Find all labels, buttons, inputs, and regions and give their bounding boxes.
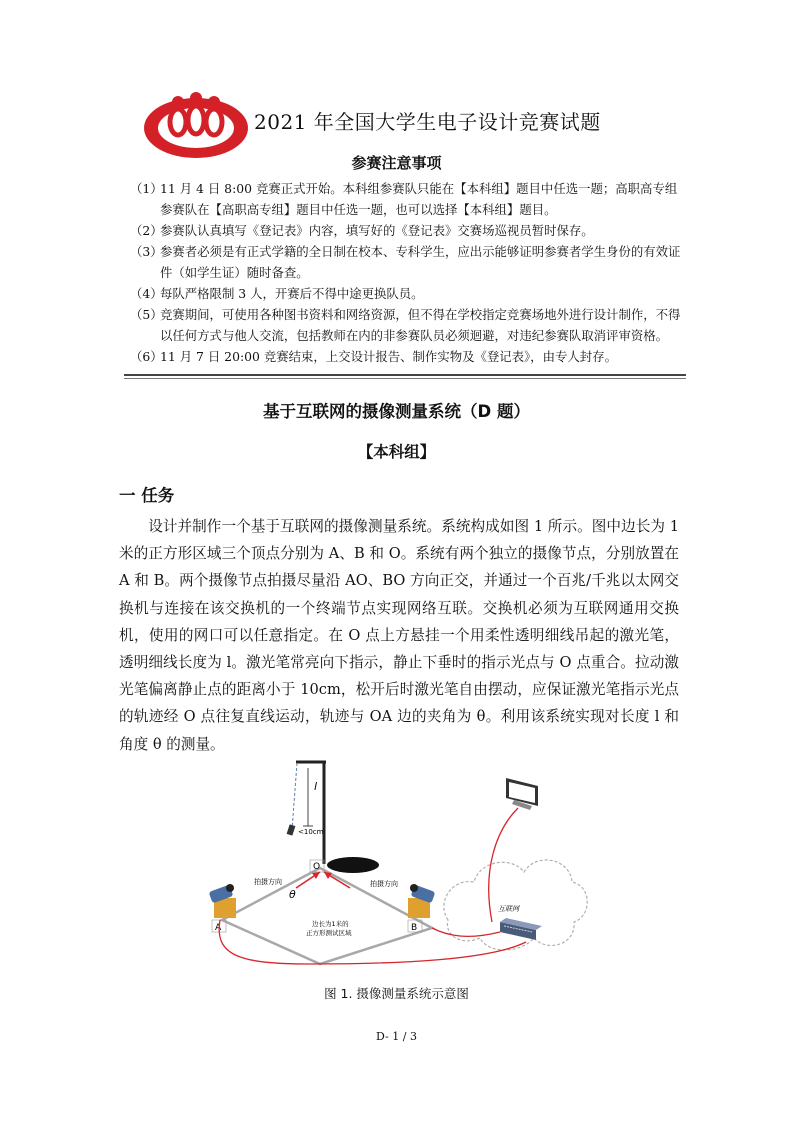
notice-item-text: 参赛者必须是有正式学籍的全日制在校本、专科学生，应出示能够证明参赛者学生身份的有效证件（如学生证）随时备查。 [160, 244, 681, 280]
cable-a [219, 920, 526, 964]
camera-b-icon [408, 884, 435, 918]
page-number: D- 1 / 3 [376, 1030, 417, 1043]
notice-item-number: （5） [130, 307, 163, 322]
pole-base [327, 857, 379, 873]
system-diagram-graphic [200, 760, 600, 975]
label-o: O [313, 862, 321, 872]
label-theta: θ [289, 888, 296, 901]
section-title: 一 任务 [119, 486, 175, 505]
problem-title: 基于互联网的摄像测量系统（D 题） [263, 402, 530, 421]
notice-item-number: （1） [130, 181, 163, 196]
notice-item-text: 11 月 7 日 20:00 竞赛结束，上交设计报告、制作实物及《登记表》，由专人封存。 [160, 349, 617, 364]
notice-item-number: （4） [130, 286, 163, 301]
label-shoot-dir-right: 拍摄方向 [370, 880, 398, 888]
notice-item-text: 11 月 4 日 8:00 竞赛正式开始。本科组参赛队只能在【本科组】题目中任选一题；高职高专组参赛队在【高职高专组】题目中任选一题，也可以选择【本科组】题目。 [160, 181, 678, 217]
laser-pen-icon [287, 824, 296, 835]
divider-thin [124, 378, 686, 379]
notice-item-number: （6） [130, 349, 163, 364]
notice-item-text: 竞赛期间，可使用各种图书资料和网络资源，但不得在学校指定竞赛场地外进行设计制作，不得以任何方式与他人交流，包括教师在内的非参赛队员必须迴避，对违纪参赛队取消评审资格。 [160, 307, 681, 343]
notice-item [130, 283, 682, 304]
label-area-line1: 边长为1米的 [312, 920, 349, 928]
figure-caption: 图 1. 摄像测量系统示意图 [324, 986, 469, 1001]
cable-b [432, 928, 500, 936]
contest-logo [140, 88, 252, 160]
notice-item [130, 241, 682, 283]
monitor-icon [506, 778, 538, 810]
label-internet: 互联网 [498, 905, 519, 913]
network-switch-icon [500, 918, 542, 940]
contest-logo-graphic [140, 88, 252, 160]
notice-list [130, 178, 682, 367]
label-lt10cm: <10cm [298, 828, 324, 836]
notice-item [130, 220, 682, 241]
notice-item-number: （3） [130, 244, 163, 259]
label-area-line2: 正方形测试区域 [306, 929, 352, 937]
camera-a-icon [209, 884, 236, 918]
notice-item [130, 178, 682, 220]
notice-item-text: 每队严格限制 3 人，开赛后不得中途更换队员。 [160, 286, 424, 301]
task-paragraph: 设计并制作一个基于互联网的摄像测量系统。系统构成如图 1 所示。图中边长为 1 米的正方形区域三个顶点分别为 A、B 和 O。系统有两个独立的摄像节点，分别放置在 A 和 B。两个摄像节点拍摄尽量沿 AO、BO 方向正交，并通过一个百兆/千兆以太网交换机与连接在该交换机的一个终端节点实现网络互联。交换机必须为互联网通用交换机，使用的网口可以任意指定。在 O 点上方悬挂一个用柔性透明细线吊起的激光笔，透明细线长度为 l。激光笔常亮向下指示，静止下垂时的指示光点与 O 点重合。拉动激光笔偏离静止点的距离小于 10cm，松开后时激光笔自由摆动，应保证激光笔指示光点的轨迹经 O 点往复直线运动，轨迹与 OA 边的夹角为 θ。利用该系统实现对长度 l 和角度 θ 的测量。 [119, 518, 679, 753]
system-diagram [200, 760, 600, 975]
group-title: 【本科组】 [357, 443, 436, 461]
notice-item [130, 304, 682, 346]
divider-thick [124, 374, 686, 376]
label-l: l [314, 780, 318, 793]
notice-item-number: （2） [130, 223, 163, 238]
notice-item-text: 参赛队认真填写《登记表》内容，填写好的《登记表》交赛场巡视员暂时保存。 [160, 223, 594, 238]
document-title: 2021 年全国大学生电子设计竞赛试题 [254, 110, 601, 134]
label-a: A [215, 923, 222, 933]
label-shoot-dir-left: 拍摄方向 [254, 878, 282, 886]
label-b: B [411, 923, 418, 933]
notice-item [130, 346, 682, 367]
notice-title: 参赛注意事项 [351, 154, 442, 172]
pendulum-string [292, 763, 297, 830]
